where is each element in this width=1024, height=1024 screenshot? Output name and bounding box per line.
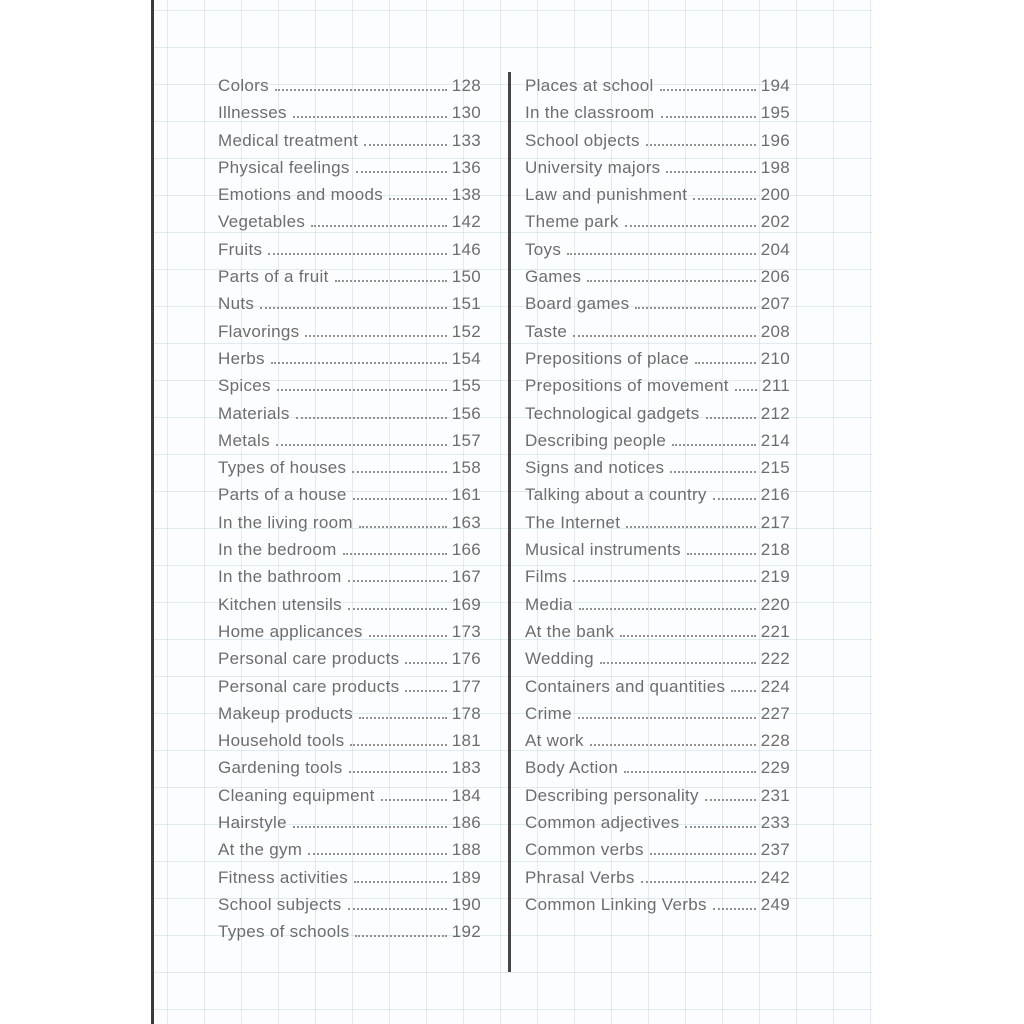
toc-entry-title: Signs and notices [525, 458, 665, 478]
toc-entry-title: School subjects [218, 894, 342, 914]
dotted-leader [635, 307, 755, 309]
toc-entry [218, 754, 481, 781]
toc-entry-title: Crime [525, 703, 572, 723]
toc-entry-title: At the gym [218, 840, 303, 860]
toc-entry-page-number: 189 [451, 867, 481, 887]
toc-entry-page-number: 217 [760, 512, 790, 532]
toc-entry [218, 700, 481, 727]
dotted-leader [578, 717, 756, 719]
dotted-leader [348, 580, 447, 582]
dotted-leader [687, 553, 756, 555]
dotted-leader [355, 935, 446, 937]
dotted-leader [293, 116, 447, 118]
toc-entry-title: Personal care products [218, 649, 400, 669]
toc-entry-title: Describing personality [525, 785, 699, 805]
toc-entry [218, 427, 481, 454]
toc-entry [218, 645, 481, 672]
toc-entry-page-number: 138 [451, 185, 481, 205]
dotted-leader [626, 526, 755, 528]
toc-entry [525, 400, 790, 427]
dotted-leader [356, 171, 447, 173]
toc-entry-title: Parts of a fruit [218, 267, 329, 287]
toc-entry-title: Nuts [218, 294, 255, 314]
toc-entry [218, 809, 481, 836]
toc-entry-title: Household tools [218, 731, 345, 751]
toc-entry-title: In the classroom [525, 103, 655, 123]
toc-entry [218, 72, 481, 99]
toc-entry [218, 836, 481, 863]
toc-entry-page-number: 208 [760, 321, 790, 341]
dotted-leader [735, 389, 757, 391]
dotted-leader [352, 471, 446, 473]
toc-entry-title: In the bathroom [218, 567, 342, 587]
toc-entry-title: Toys [525, 239, 562, 259]
dotted-leader [268, 253, 446, 255]
toc-entry [218, 673, 481, 700]
toc-entry-page-number: 224 [760, 676, 790, 696]
toc-entry [218, 236, 481, 263]
toc-entry-title: Talking about a country [525, 485, 707, 505]
toc-entry-title: Prepositions of place [525, 348, 690, 368]
toc-entry-page-number: 183 [451, 758, 481, 778]
dotted-leader [364, 144, 447, 146]
dotted-leader [685, 826, 755, 828]
toc-entry-page-number: 177 [451, 676, 481, 696]
toc-entry-page-number: 220 [760, 594, 790, 614]
dotted-leader [666, 171, 755, 173]
toc-entry-page-number: 200 [760, 185, 790, 205]
toc-entry-page-number: 218 [760, 540, 790, 560]
toc-entry [218, 563, 481, 590]
dotted-leader [695, 362, 756, 364]
toc-entry-page-number: 196 [760, 130, 790, 150]
dotted-leader [348, 908, 447, 910]
toc-entry-title: Fruits [218, 239, 263, 259]
toc-entry-page-number: 229 [760, 758, 790, 778]
dotted-leader [277, 389, 447, 391]
toc-entry-title: Musical instruments [525, 540, 681, 560]
toc-entry [525, 154, 790, 181]
toc-entry-page-number: 221 [760, 621, 790, 641]
toc-entry [525, 372, 790, 399]
toc-entry [525, 290, 790, 317]
toc-entry-title: Theme park [525, 212, 619, 232]
toc-entry [525, 427, 790, 454]
toc-entry-page-number: 176 [451, 649, 481, 669]
toc-entry-page-number: 216 [760, 485, 790, 505]
toc-entry-page-number: 228 [760, 731, 790, 751]
toc-entry [218, 727, 481, 754]
dotted-leader [706, 417, 756, 419]
toc-entry-title: Hairstyle [218, 813, 287, 833]
toc-entry-title: Types of houses [218, 458, 347, 478]
toc-entry-page-number: 207 [760, 294, 790, 314]
toc-entry-page-number: 181 [451, 731, 481, 751]
toc-entry-page-number: 152 [451, 321, 481, 341]
toc-entry-title: Describing people [525, 430, 667, 450]
toc-entry-page-number: 215 [760, 458, 790, 478]
toc-entry-page-number: 204 [760, 239, 790, 259]
toc-entry-title: At work [525, 731, 584, 751]
toc-entry-title: Parts of a house [218, 485, 347, 505]
toc-entry [525, 345, 790, 372]
toc-entry-title: Physical feelings [218, 157, 350, 177]
toc-entry [218, 318, 481, 345]
toc-entry-title: Types of schools [218, 922, 350, 942]
toc-entry-title: Technological gadgets [525, 403, 700, 423]
toc-entry [218, 918, 481, 945]
toc-entry [218, 891, 481, 918]
toc-entry-title: At the bank [525, 621, 615, 641]
toc-entry-page-number: 178 [451, 703, 481, 723]
toc-entry-title: Cleaning equipment [218, 785, 375, 805]
dotted-leader [624, 771, 756, 773]
toc-entry [525, 727, 790, 754]
toc-entry-page-number: 210 [760, 348, 790, 368]
toc-entry [525, 181, 790, 208]
toc-column-left [218, 72, 481, 946]
toc-entry-page-number: 136 [451, 157, 481, 177]
toc-entry-page-number: 237 [760, 840, 790, 860]
toc-entry [218, 181, 481, 208]
toc-entry [525, 536, 790, 563]
column-divider-line [508, 72, 511, 972]
toc-entry-page-number: 169 [451, 594, 481, 614]
dotted-leader [579, 608, 756, 610]
toc-entry-page-number: 151 [451, 294, 481, 314]
toc-entry-title: Makeup products [218, 703, 353, 723]
toc-entry-title: Vegetables [218, 212, 306, 232]
toc-column-right [525, 72, 790, 918]
dotted-leader [672, 444, 756, 446]
toc-entry-page-number: 190 [451, 894, 481, 914]
toc-entry-title: Common Linking Verbs [525, 894, 707, 914]
toc-entry-title: Kitchen utensils [218, 594, 342, 614]
toc-entry-page-number: 195 [760, 103, 790, 123]
toc-entry [218, 536, 481, 563]
toc-entry [218, 154, 481, 181]
toc-entry [525, 563, 790, 590]
toc-entry-title: Home applicances [218, 621, 363, 641]
toc-entry-title: Media [525, 594, 573, 614]
toc-entry [525, 72, 790, 99]
toc-entry-page-number: 188 [451, 840, 481, 860]
dotted-leader [354, 881, 447, 883]
toc-entry-title: Fitness activities [218, 867, 349, 887]
toc-entry-page-number: 222 [760, 649, 790, 669]
toc-entry [218, 782, 481, 809]
dotted-leader [293, 826, 447, 828]
toc-entry [218, 509, 481, 536]
toc-entry-title: Body Action [525, 758, 619, 778]
dotted-leader [620, 635, 755, 637]
toc-entry [525, 263, 790, 290]
dotted-leader [349, 771, 447, 773]
dotted-leader [353, 498, 447, 500]
dotted-leader [369, 635, 447, 637]
dotted-leader [587, 280, 755, 282]
toc-entry-page-number: 167 [451, 567, 481, 587]
toc-entry-title: Board games [525, 294, 630, 314]
dotted-leader [661, 116, 756, 118]
toc-entry-page-number: 227 [760, 703, 790, 723]
toc-entry-title: The Internet [525, 512, 621, 532]
dotted-leader [350, 744, 446, 746]
dotted-leader [335, 280, 447, 282]
toc-entry [525, 782, 790, 809]
dotted-leader [567, 253, 756, 255]
toc-entry-page-number: 128 [451, 76, 481, 95]
toc-entry-title: Phrasal Verbs [525, 867, 635, 887]
toc-entry [525, 809, 790, 836]
toc-entry-page-number: 192 [451, 922, 481, 942]
toc-entry [525, 454, 790, 481]
toc-entry-page-number: 214 [760, 430, 790, 450]
toc-entry-title: University majors [525, 157, 661, 177]
toc-entry-title: Gardening tools [218, 758, 343, 778]
toc-entry [218, 99, 481, 126]
dotted-leader [343, 553, 447, 555]
toc-entry-page-number: 157 [451, 430, 481, 450]
toc-entry-page-number: 249 [760, 894, 790, 914]
toc-entry-page-number: 150 [451, 267, 481, 287]
toc-entry-page-number: 155 [451, 376, 481, 396]
toc-entry [218, 372, 481, 399]
toc-entry [218, 290, 481, 317]
dotted-leader [573, 335, 756, 337]
toc-entry-page-number: 202 [760, 212, 790, 232]
toc-entry-page-number: 233 [760, 813, 790, 833]
toc-entry [525, 208, 790, 235]
toc-entry [525, 700, 790, 727]
dotted-leader [646, 144, 756, 146]
toc-entry [525, 509, 790, 536]
toc-entry-page-number: 186 [451, 813, 481, 833]
toc-entry [525, 673, 790, 700]
toc-entry-page-number: 242 [760, 867, 790, 887]
toc-entry-page-number: 198 [760, 157, 790, 177]
dotted-leader [650, 853, 756, 855]
toc-entry [218, 208, 481, 235]
dotted-leader [275, 89, 447, 91]
toc-entry-title: Materials [218, 403, 290, 423]
toc-entry [218, 263, 481, 290]
toc-entry-title: Wedding [525, 649, 594, 669]
dotted-leader [348, 608, 447, 610]
dotted-leader [693, 198, 755, 200]
toc-entry-page-number: 212 [760, 403, 790, 423]
toc-entry [525, 318, 790, 345]
dotted-leader [389, 198, 447, 200]
toc-entry-title: Spices [218, 376, 271, 396]
dotted-leader [311, 225, 447, 227]
toc-entry-title: Personal care products [218, 676, 400, 696]
toc-entry-title: School objects [525, 130, 640, 150]
toc-entry [218, 864, 481, 891]
toc-entry-title: Colors [218, 76, 269, 95]
toc-entry-page-number: 184 [451, 785, 481, 805]
dotted-leader [600, 662, 756, 664]
toc-entry-page-number: 133 [451, 130, 481, 150]
toc-entry [525, 754, 790, 781]
toc-entry [218, 345, 481, 372]
toc-entry-title: Prepositions of movement [525, 376, 729, 396]
toc-entry [525, 864, 790, 891]
dotted-leader [405, 690, 446, 692]
toc-entry-page-number: 219 [760, 567, 790, 587]
toc-entry-page-number: 163 [451, 512, 481, 532]
dotted-leader [276, 444, 447, 446]
dotted-leader [713, 498, 756, 500]
toc-entry-title: Flavorings [218, 321, 300, 341]
toc-entry [525, 591, 790, 618]
toc-entry [525, 481, 790, 508]
toc-entry-page-number: 154 [451, 348, 481, 368]
toc-entry-title: Games [525, 267, 582, 287]
toc-entry-title: Taste [525, 321, 568, 341]
toc-entry [218, 591, 481, 618]
toc-entry [218, 618, 481, 645]
dotted-leader [660, 89, 756, 91]
toc-entry-page-number: 173 [451, 621, 481, 641]
toc-entry-title: Common verbs [525, 840, 644, 860]
toc-entry [525, 618, 790, 645]
toc-entry-title: Law and punishment [525, 185, 688, 205]
dotted-leader [625, 225, 756, 227]
toc-entry-page-number: 146 [451, 239, 481, 259]
dotted-leader [705, 799, 756, 801]
dotted-leader [713, 908, 756, 910]
toc-entry-title: Common adjectives [525, 813, 680, 833]
dotted-leader [573, 580, 756, 582]
toc-entry [525, 236, 790, 263]
toc-entry-page-number: 206 [760, 267, 790, 287]
notebook-grid-page [151, 0, 872, 1024]
dotted-leader [590, 744, 756, 746]
toc-entry-page-number: 158 [451, 458, 481, 478]
toc-entry [525, 836, 790, 863]
toc-entry [218, 454, 481, 481]
dotted-leader [359, 526, 447, 528]
dotted-leader [260, 307, 447, 309]
dotted-leader [670, 471, 755, 473]
dotted-leader [296, 417, 447, 419]
toc-entry-page-number: 211 [761, 376, 790, 396]
toc-entry-title: Places at school [525, 76, 654, 95]
dotted-leader [359, 717, 447, 719]
toc-entry-title: In the bedroom [218, 540, 337, 560]
toc-entry-title: Emotions and moods [218, 185, 384, 205]
toc-entry-title: Containers and quantities [525, 676, 726, 696]
toc-entry-title: Illnesses [218, 103, 287, 123]
toc-entry-page-number: 166 [451, 540, 481, 560]
toc-entry-title: Herbs [218, 348, 265, 368]
toc-entry-page-number: 156 [451, 403, 481, 423]
toc-entry [218, 400, 481, 427]
toc-entry-title: Metals [218, 430, 270, 450]
toc-entry-page-number: 161 [451, 485, 481, 505]
toc-entry-title: Films [525, 567, 568, 587]
toc-entry [525, 127, 790, 154]
toc-entry [218, 127, 481, 154]
toc-entry-page-number: 142 [451, 212, 481, 232]
toc-entry [525, 891, 790, 918]
toc-entry-title: Medical treatment [218, 130, 359, 150]
toc-entry [218, 481, 481, 508]
dotted-leader [405, 662, 446, 664]
toc-entry-page-number: 231 [760, 785, 790, 805]
dotted-leader [305, 335, 446, 337]
dotted-leader [271, 362, 447, 364]
dotted-leader [381, 799, 447, 801]
dotted-leader [308, 853, 446, 855]
dotted-leader [731, 690, 755, 692]
dotted-leader [641, 881, 756, 883]
toc-entry [525, 99, 790, 126]
toc-entry [525, 645, 790, 672]
toc-entry-page-number: 194 [760, 76, 790, 95]
toc-entry-page-number: 130 [451, 103, 481, 123]
toc-entry-title: In the living room [218, 512, 353, 532]
